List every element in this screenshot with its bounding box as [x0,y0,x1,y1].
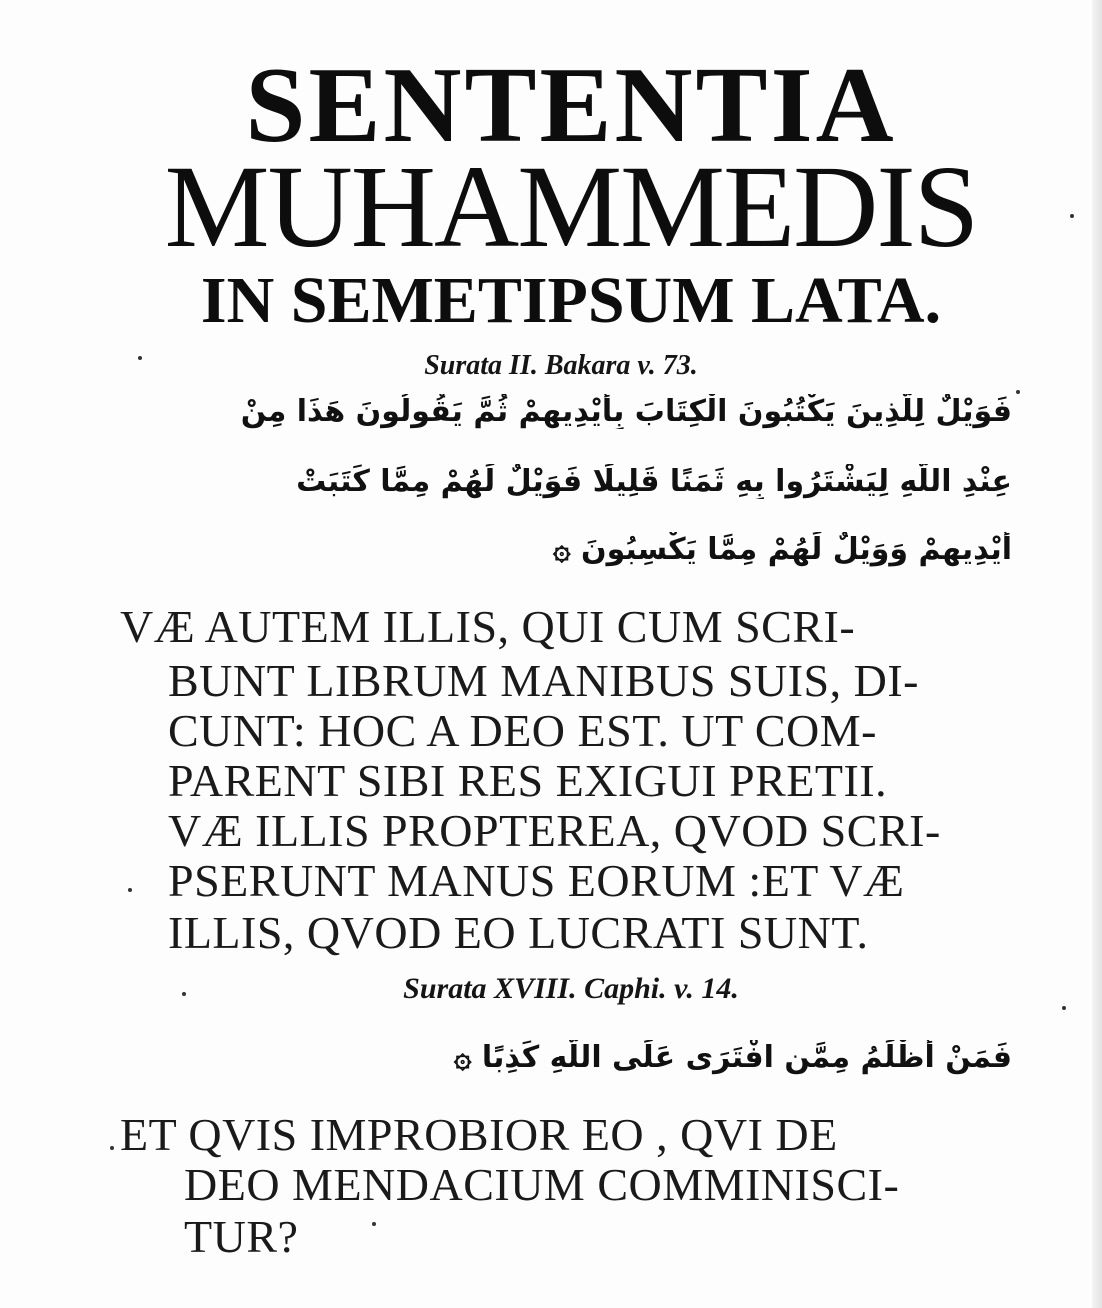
print-speck [372,1222,376,1226]
title-line-2: MUHAMMEDIS [164,141,978,272]
print-speck [182,992,186,996]
latin-translation-line-6: PSERUNT MANUS EORUM :ET VÆ [168,858,905,904]
surah-reference-1: Surata II. Bakara v. 73. [424,350,698,381]
latin-translation-line-8: ET QVIS IMPROBIOR EO , QVI DE [120,1112,838,1158]
print-speck [1062,1006,1066,1010]
surah-reference-2: Surata XVIII. Caphi. v. 14. [403,972,739,1005]
title-line-1: SENTENTIA [245,46,897,165]
latin-translation-line-5: VÆ ILLIS PROPTEREA, QVOD SCRI- [168,808,941,854]
print-speck [110,1146,114,1150]
arabic-verse-line-4: فَمَنْ أَظْلَمُ مِمَّنِ افْتَرَى عَلَى اللَّهِ كَذِبًا ۞ [453,1040,1012,1075]
print-speck [1016,390,1020,394]
latin-translation-line-3: CUNT: HOC A DEO EST. UT COM- [168,708,877,754]
latin-translation-line-1: VÆ AUTEM ILLIS, QUI CUM SCRI- [120,604,856,650]
print-speck [128,888,132,892]
title-line-3: IN SEMETIPSUM LATA. [200,264,942,337]
latin-translation-line-7: ILLIS, QVOD EO LUCRATI SUNT. [168,910,869,956]
latin-translation-line-4: PARENT SIBI RES EXIGUI PRETII. [168,758,888,804]
arabic-verse-line-2: عِنْدِ اللَّهِ لِيَشْتَرُوا بِهِ ثَمَنًا قَلِيلًا فَوَيْلٌ لَهُمْ مِمَّا كَتَبَتْ [296,464,1012,499]
arabic-verse-line-1: فَوَيْلٌ لِلَّذِينَ يَكْتُبُونَ الْكِتَابَ بِأَيْدِيهِمْ ثُمَّ يَقُولُونَ هَذَا مِنْ [240,394,1012,429]
latin-translation-line-9: DEO MENDACIUM COMMINISCI- [184,1162,900,1208]
print-speck [1070,214,1074,218]
arabic-verse-line-3: أَيْدِيهِمْ وَوَيْلٌ لَهُمْ مِمَّا يَكْسِبُونَ ۞ [552,532,1012,567]
page-edge-shadow [1092,0,1102,1308]
latin-translation-line-2: BUNT LIBRUM MANIBUS SUIS, DI- [168,658,919,704]
print-speck [138,356,142,360]
latin-translation-line-10: TUR? [184,1214,299,1260]
